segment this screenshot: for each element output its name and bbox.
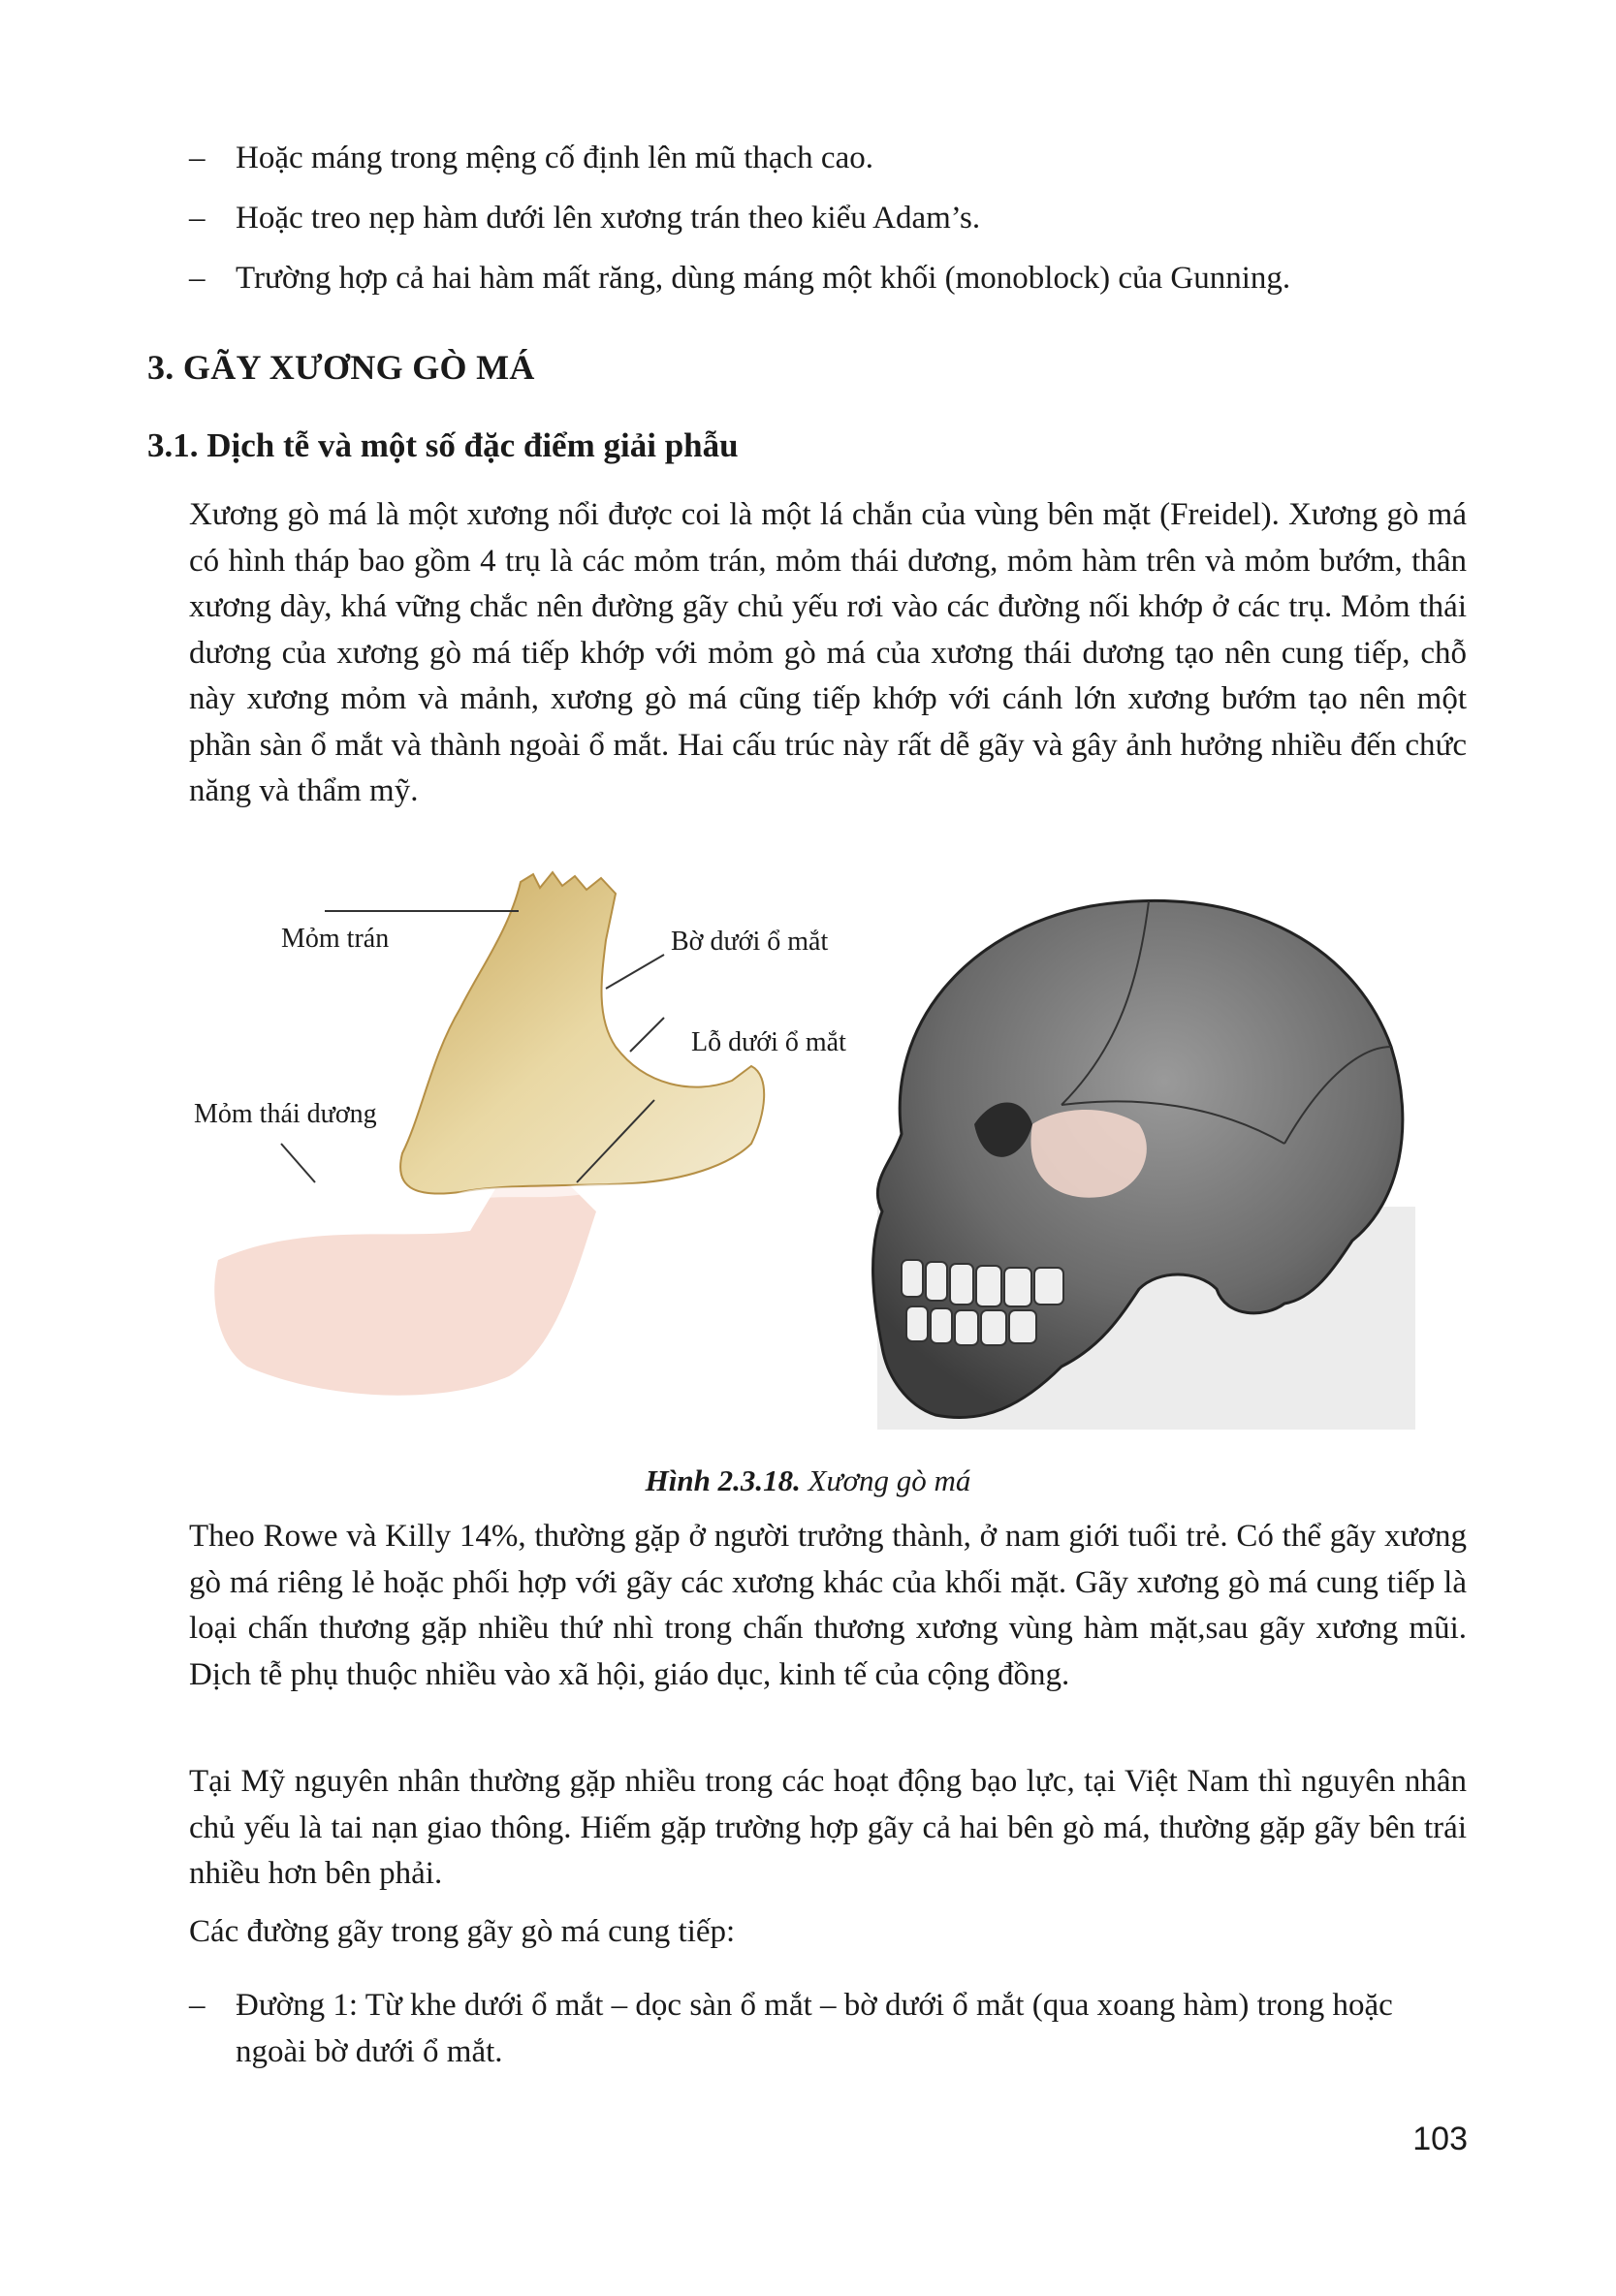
list-item-text: Hoặc máng trong mệng cố định lên mũ thạch cao. <box>236 141 873 175</box>
list-item <box>189 194 1469 242</box>
skull-drawing <box>873 900 1415 1430</box>
section-heading: 3. GÃY XƯƠNG GÒ MÁ <box>147 348 535 387</box>
label-lo-duoi-o-mat: Lỗ dưới ổ mắt <box>691 1027 846 1057</box>
label-mom-thai-duong: Mỏm thái dương <box>194 1099 377 1129</box>
bottom-dash-list <box>189 1982 1467 2075</box>
dash-bullet: – <box>189 201 206 236</box>
figure-zygomatic-bone <box>189 863 1469 1444</box>
caption-number: Hình 2.3.18. <box>645 1463 801 1497</box>
label-mom-tran: Mỏm trán <box>281 924 390 954</box>
page-number: 103 <box>1412 2121 1468 2157</box>
list-item <box>189 1982 1467 2075</box>
list-item <box>189 134 1469 182</box>
top-dash-list <box>189 134 1469 302</box>
paragraph-anatomy: Xương gò má là một xương nổi được coi là một lá chắn của vùng bên mặt (Freidel). Xương gò má có hình tháp bao gồm 4 trụ là các mỏm trán, mỏm thái dương, mỏm hàm trên và mỏm bướm, thân xương dày, khá vững chắc nên đường gãy chủ yếu rơi vào các đường nối khớp ở các trụ. Mỏm thái dương của xương gò má tiếp khớp với mỏm gò má của xương thái dương tạo nên cung tiếp, chỗ này xương mỏm và mảnh, xương gò má cũng tiếp khớp với cánh lớn xương bướm tạo nên một phần sàn ổ mắt và thành ngoài ổ mắt. Hai cấu trúc này rất dễ gãy và gây ảnh hưởng nhiều đến chức năng và thẩm mỹ. <box>189 497 1467 808</box>
list-item-text: Trường hợp cả hai hàm mất răng, dùng máng một khối (monoblock) của Gunning. <box>236 261 1291 296</box>
list-item <box>189 254 1469 302</box>
dash-bullet: – <box>189 261 206 296</box>
paragraph-epidemiology: Theo Rowe và Killy 14%, thường gặp ở người trưởng thành, ở nam giới tuổi trẻ. Có thể gãy xương gò má riêng lẻ hoặc phối hợp với gãy các xương khác của khối mặt. Gãy xương gò má cung tiếp là loại chấn thương gặp nhiều thứ nhì trong chấn thương xương vùng hàm mặt,sau gãy xương mũi. Dịch tễ phụ thuộc nhiều vào xã hội, giáo dục, kinh tế của cộng đồng. <box>189 1519 1467 1692</box>
subsection-heading: 3.1. Dịch tễ và một số đặc điểm giải phẫu <box>147 426 739 464</box>
list-item-text: Đường 1: Từ khe dưới ổ mắt – dọc sàn ổ mắt – bờ dưới ổ mắt (qua xoang hàm) trong hoặc ngoài bờ dưới ổ mắt. <box>236 1988 1393 2069</box>
paragraph-causes: Tại Mỹ nguyên nhân thường gặp nhiều trong các hoạt động bạo lực, tại Việt Nam thì nguyên nhân chủ yếu là tai nạn giao thông. Hiếm gặp trường hợp gãy cả hai bên gò má, thường gặp gãy bên trái nhiều hơn bên phải. <box>189 1764 1467 1891</box>
dash-bullet: – <box>189 141 206 175</box>
label-bo-duoi-o-mat: Bờ dưới ổ mắt <box>671 927 829 957</box>
figure-caption <box>0 1463 1616 1498</box>
paragraph-fracture-lines-intro: Các đường gãy trong gãy gò má cung tiếp: <box>189 1914 736 1949</box>
list-item-text: Hoặc treo nẹp hàm dưới lên xương trán theo kiểu Adam’s. <box>236 201 981 236</box>
dash-bullet: – <box>189 1988 206 2023</box>
caption-text: Xương gò má <box>800 1463 971 1497</box>
